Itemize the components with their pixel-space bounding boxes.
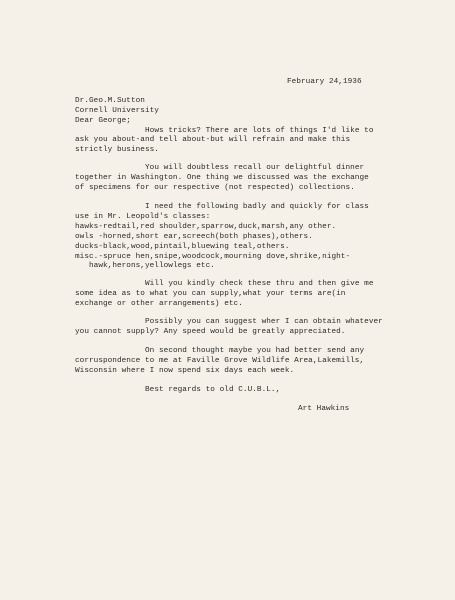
- paragraph-5-line-1: Possibly you can suggest wher I can obtain whatever: [145, 318, 383, 326]
- paragraph-3-line-3: hawks-redtail,red shoulder,sparrow,duck,marsh,any other.: [75, 223, 337, 231]
- paragraph-3-line-4: owls -horned,short ear,screech(both phases),others.: [75, 233, 313, 241]
- letter-date: February 24,1936: [287, 78, 362, 86]
- paragraph-6-line-1: On second thought maybe you had better send any: [145, 347, 365, 355]
- signature: Art Hawkins: [298, 405, 350, 413]
- paragraph-4-line-3: exchange or other arrangements) etc.: [75, 300, 243, 308]
- paragraph-3-line-2: use in Mr. Leopold's classes:: [75, 213, 211, 221]
- paragraph-5-line-2: you cannot supply? Any speed would be greatly appreciated.: [75, 328, 346, 336]
- paragraph-1-line-1: Hows tricks? There are lots of things I'd like to: [145, 127, 374, 135]
- paragraph-2-line-1: You will doubtless recall our delightful dinner: [145, 164, 365, 172]
- addressee-name: Dr.Geo.M.Sutton: [75, 97, 145, 105]
- salutation: Dear George;: [75, 117, 131, 125]
- paragraph-3-line-1: I need the following badly and quickly for class: [145, 203, 369, 211]
- addressee-org: Cornell University: [75, 107, 159, 115]
- paragraph-3-line-5: ducks-black,wood,pintail,bluewing teal,others.: [75, 243, 290, 251]
- paragraph-1-line-3: strictly business.: [75, 146, 159, 154]
- paragraph-2-line-2: together in Washington. One thing we discussed was the exchange: [75, 174, 369, 182]
- paragraph-6-line-3: Wisconsin where I now spend six days each week.: [75, 367, 295, 375]
- paragraph-2-line-3: of specimens for our respective (not respected) collections.: [75, 184, 355, 192]
- paragraph-4-line-2: some idea as to what you can supply,what your terms are(in: [75, 290, 346, 298]
- paragraph-6-line-2: corruspondence to me at Faville Grove Wildlife Area,Lakemills,: [75, 357, 365, 365]
- paragraph-4-line-1: Will you kindly check these thru and then give me: [145, 280, 374, 288]
- paragraph-3-line-7: hawk,herons,yellowlegs etc.: [89, 262, 215, 270]
- paragraph-1-line-2: ask you about-and tell about-but will refrain and make this: [75, 136, 351, 144]
- closing: Best regards to old C.U.B.L.,: [145, 386, 281, 394]
- paragraph-3-line-6: misc.-spruce hen,snipe,woodcock,mourning dove,shrike,night-: [75, 253, 351, 261]
